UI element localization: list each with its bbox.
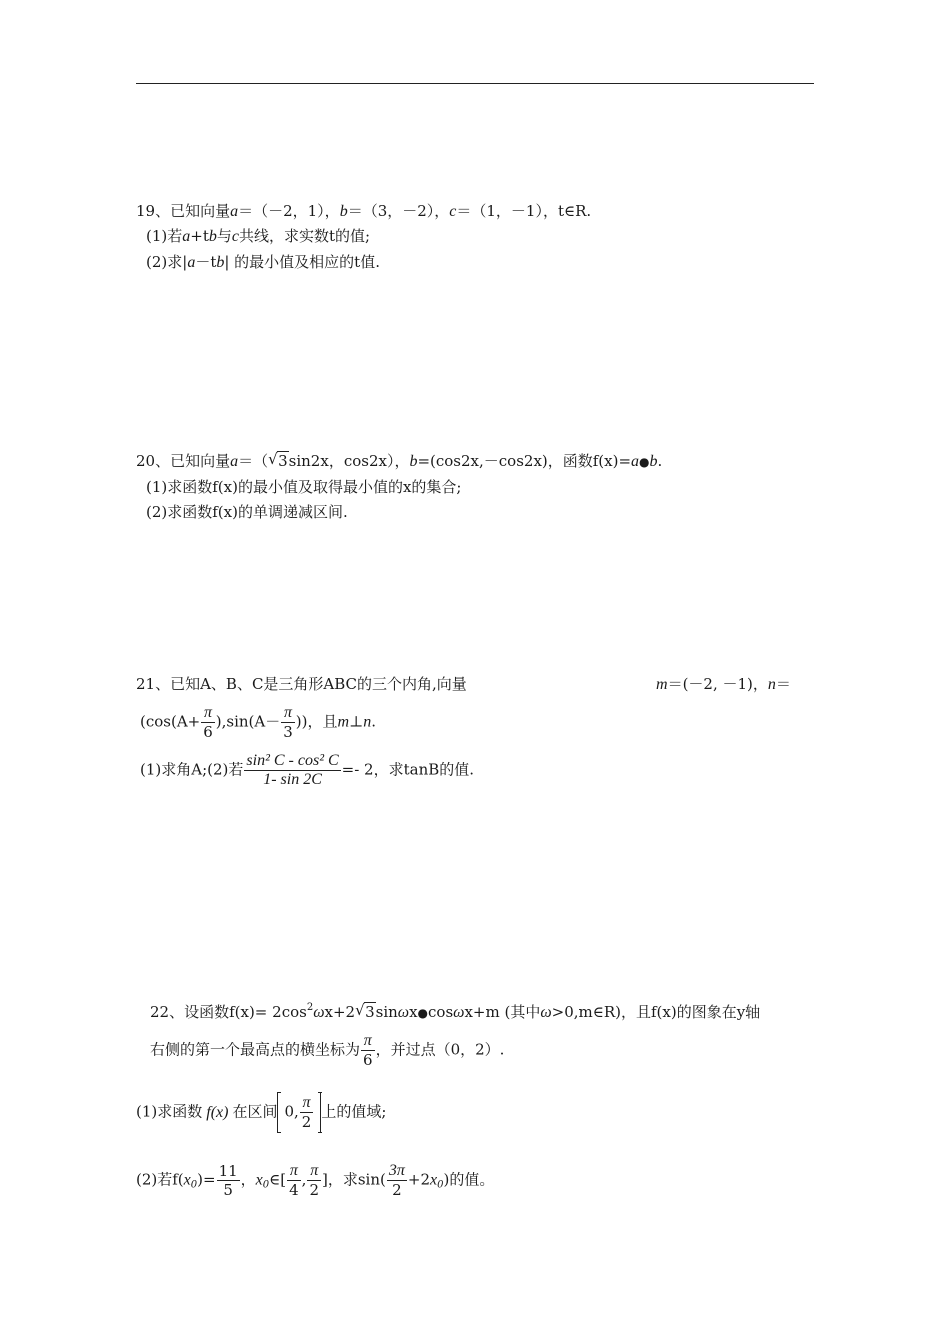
interval-bracket: 0, $\frac{\pi}{2}$ [277,1092,321,1133]
q20-part1: (1)求函数f(x)的最小值及取得最小值的x的集合; [146,478,462,496]
q20-part2: (2)求函数f(x)的单调递减区间. [146,503,348,521]
q21-vector-n: (cos(A+ $\frac{\pi}{6}$ ),sin(A－ $\frac{\pi}{3}$ ))，且m⊥n. [140,704,376,741]
q22-statement-cont: 右侧的第一个最高点的横坐标为 $\frac{\pi}{6}$ ，并过点（0，2）. [150,1032,505,1069]
q21-statement: 21、已知A、B、C是三角形ABC的三个内角,向量 [136,675,467,693]
q20-statement: 20、已知向量a＝（ √ 3sin2x，cos2x），b=(cos2x,－cos2x)，函数f(x)=a●b. [136,450,663,470]
sqrt-symbol: √ 3 [268,450,288,470]
q19-part1: (1)若a+tb与c共线，求实数t的值; [146,227,371,245]
q19-statement: 19、已知向量a＝（－2，1），b＝（3，－2），c＝（1，－1），t∈R. [136,202,592,220]
q19-part2: (2)求|a－tb| 的最小值及相应的t值. [146,253,380,271]
q22-part1: (1)求函数 f(x) 在区间 0, $\frac{\pi}{2}$ 上的值域; [136,1094,387,1131]
header-rule [136,83,814,84]
q22-part2: (2)若$f(x_0)=$ $\frac{11}{5}$ ，$x_0\in$[ $\frac{\pi}{4}$ , $\frac{\pi}{2}$ ]，求sin( $\frac{3\pi}{2}$ $+2x_0$)的值。 [136,1162,495,1199]
ratio-fraction: $\frac{\text{sin² C - cos² C}}{1- \sin 2C}$ [246,752,339,788]
q21-parts: (1)求角A;(2)若 $\frac{\text{sin² C - cos² C}}{1- \sin 2C}$ =- 2，求tanB的值. [140,752,475,788]
q21-vector-m: m＝(－2, －1)，n＝ [656,675,791,693]
q22-statement: 22、设函数$f(x)= 2\cos^2\omega x+2$ √ 3sinωx●cosωx+m (其中ω>0,m∈R)，且f(x)的图象在y轴 [150,1001,761,1021]
